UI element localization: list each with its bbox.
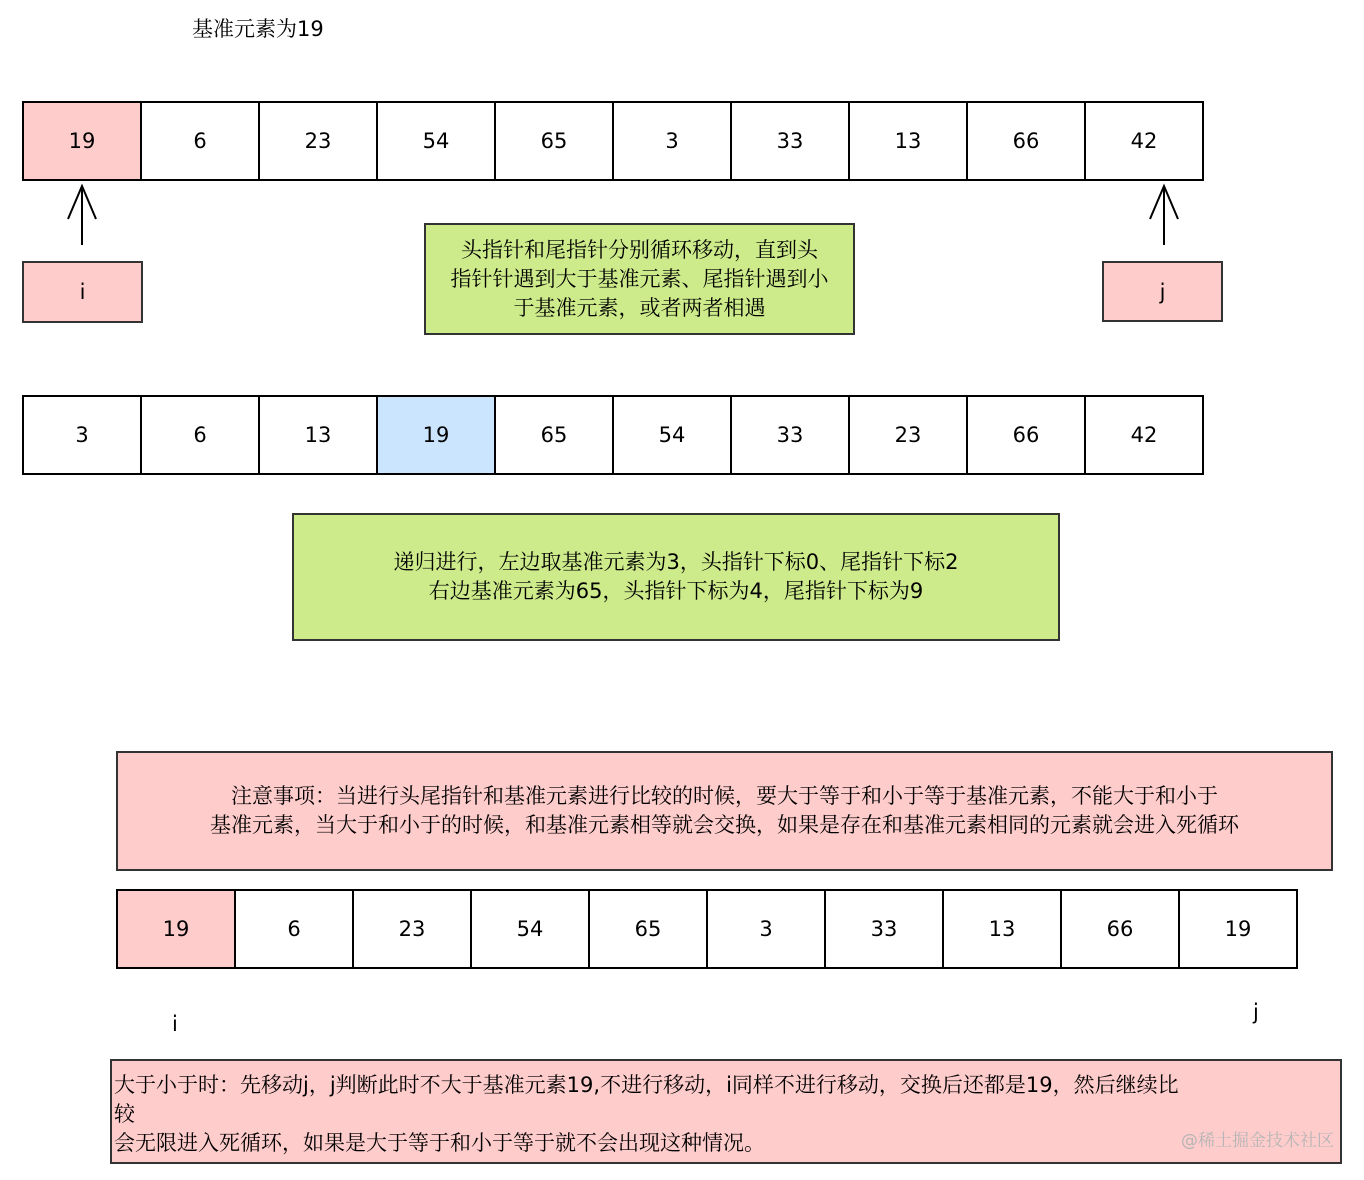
array-cell: 19 xyxy=(1178,889,1298,969)
array-cell: 33 xyxy=(730,395,850,475)
array-row-initial xyxy=(22,101,1204,181)
note-pointer-movement xyxy=(424,223,855,335)
array-cell: 66 xyxy=(966,395,1086,475)
array-cell: 13 xyxy=(848,101,968,181)
note-line: 于基准元素，或者两者相遇 xyxy=(513,295,766,320)
note-recursion xyxy=(292,513,1060,641)
array-row-partitioned xyxy=(22,395,1204,475)
array-cell: 42 xyxy=(1084,395,1204,475)
array-row-duplicate xyxy=(116,889,1298,969)
diagram-title: 基准元素为19 xyxy=(192,17,324,41)
watermark: @稀土掘金技术社区 xyxy=(1181,1131,1334,1151)
array-cell: 23 xyxy=(258,101,378,181)
up-arrow-icon xyxy=(67,181,97,251)
label-i: i xyxy=(172,1012,178,1036)
array-cell: 3 xyxy=(612,101,732,181)
array-cell: 42 xyxy=(1084,101,1204,181)
array-cell: 54 xyxy=(470,889,590,969)
array-cell: 54 xyxy=(612,395,732,475)
array-cell: 3 xyxy=(22,395,142,475)
note-line: 较 xyxy=(114,1102,135,1126)
array-cell: 3 xyxy=(706,889,826,969)
note-line: 大于小于时：先移动j，j判断此时不大于基准元素19,不进行移动，i同样不进行移动，交换后还都是19，然后继续比 xyxy=(114,1073,1179,1097)
array-cell: 19 xyxy=(116,889,236,969)
note-caution xyxy=(116,751,1333,871)
note-line: 指针针遇到大于基准元素、尾指针遇到小 xyxy=(450,266,829,291)
note-line: 头指针和尾指针分别循环移动，直到头 xyxy=(461,237,818,262)
array-cell: 65 xyxy=(494,395,614,475)
array-cell: 23 xyxy=(352,889,472,969)
note-line: 会无限进入死循环，如果是大于等于和小于等于就不会出现这种情况。 xyxy=(114,1131,765,1155)
array-cell: 13 xyxy=(258,395,378,475)
array-cell: 54 xyxy=(376,101,496,181)
array-cell: 23 xyxy=(848,395,968,475)
array-cell: 66 xyxy=(1060,889,1180,969)
up-arrow-icon xyxy=(1149,181,1179,251)
array-cell: 13 xyxy=(942,889,1062,969)
array-cell: 19 xyxy=(376,395,496,475)
array-cell: 65 xyxy=(494,101,614,181)
array-cell: 66 xyxy=(966,101,1086,181)
note-infinite-loop xyxy=(110,1059,1342,1164)
note-line: 基准元素，当大于和小于的时候，和基准元素相等就会交换，如果是存在和基准元素相同的元素就会进入死循环 xyxy=(210,813,1239,837)
note-line: 递归进行，左边取基准元素为3，头指针下标0、尾指针下标2 xyxy=(393,550,959,574)
array-cell: 6 xyxy=(140,101,260,181)
note-line: 右边基准元素为65，头指针下标为4，尾指针下标为9 xyxy=(428,579,924,603)
array-cell: 33 xyxy=(730,101,850,181)
array-cell: 33 xyxy=(824,889,944,969)
label-j: j xyxy=(1253,1000,1259,1024)
pointer-j-box: j xyxy=(1102,261,1223,322)
array-cell: 6 xyxy=(234,889,354,969)
pointer-i-box: i xyxy=(22,261,143,323)
array-cell: 6 xyxy=(140,395,260,475)
note-line: 注意事项：当进行头尾指针和基准元素进行比较的时候，要大于等于和小于等于基准元素，不能大于和小于 xyxy=(231,784,1218,808)
array-cell: 65 xyxy=(588,889,708,969)
array-cell: 19 xyxy=(22,101,142,181)
